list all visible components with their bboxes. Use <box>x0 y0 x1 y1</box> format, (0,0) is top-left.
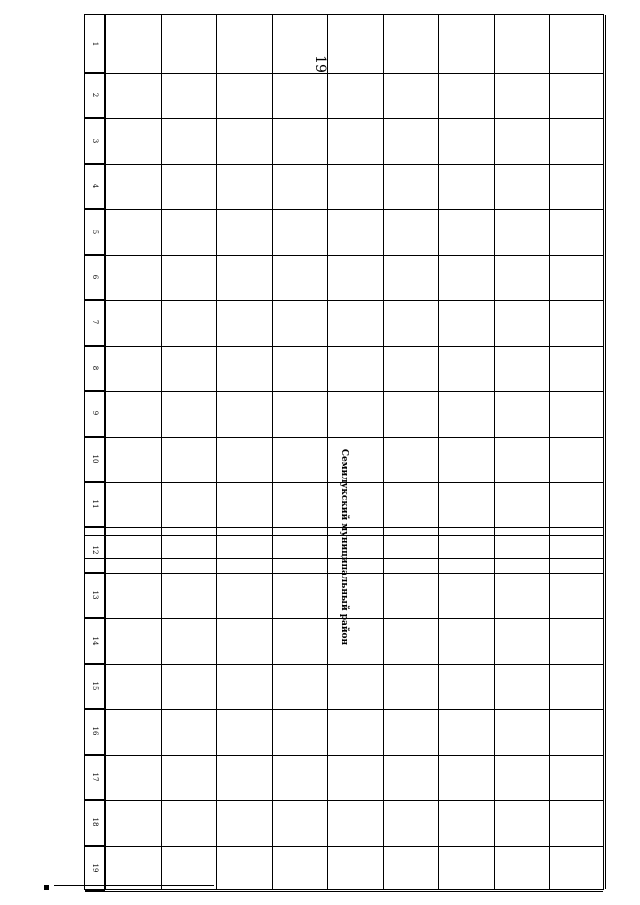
grid-line <box>85 573 603 574</box>
column-header <box>85 573 105 618</box>
column-header-label: 11 <box>90 499 99 509</box>
grid-line <box>85 846 603 847</box>
column-header-label: 15 <box>90 681 99 691</box>
grid-line <box>85 709 603 710</box>
grid-line <box>161 15 162 889</box>
column-header-label: 8 <box>90 365 99 371</box>
column-header-label: 18 <box>90 817 99 827</box>
column-header <box>85 482 105 527</box>
column-header <box>85 618 105 663</box>
grid-line <box>85 527 603 528</box>
column-header-label: 5 <box>90 229 99 234</box>
column-header <box>85 346 105 391</box>
grid-line <box>85 664 603 665</box>
column-header-label: 2 <box>90 92 99 98</box>
column-header-label: 7 <box>90 320 99 325</box>
grid-line <box>85 755 603 756</box>
column-header <box>85 391 105 436</box>
column-header-label: 9 <box>90 411 99 416</box>
column-header-label: 10 <box>90 454 99 464</box>
grid-line <box>494 15 495 889</box>
grid-line <box>85 255 603 256</box>
grid-line <box>85 618 603 619</box>
grid-line <box>549 15 550 889</box>
column-header-label: 13 <box>90 590 99 600</box>
grid-line <box>105 15 106 889</box>
grid-line <box>85 437 603 438</box>
grid-line <box>272 15 273 889</box>
column-header <box>85 709 105 754</box>
column-header-label: 1 <box>90 41 99 46</box>
page-number: 19 <box>312 55 328 73</box>
column-header-label: 14 <box>90 636 99 646</box>
grid-line <box>216 15 217 889</box>
column-header <box>85 800 105 845</box>
column-header-label: 16 <box>90 726 99 736</box>
column-header-label: 19 <box>90 863 99 873</box>
grid-line <box>327 15 328 889</box>
grid-line <box>85 164 603 165</box>
grid-line <box>85 73 603 74</box>
data-table <box>84 14 604 890</box>
grid-line <box>605 15 606 889</box>
column-header-label: 17 <box>90 772 99 782</box>
grid-line <box>85 118 603 119</box>
column-header <box>85 73 105 118</box>
column-header <box>85 755 105 800</box>
grid-line <box>85 891 603 892</box>
grid-line <box>85 800 603 801</box>
column-header-label: 6 <box>90 274 99 280</box>
column-header-label: 3 <box>90 138 99 143</box>
column-header <box>85 118 105 163</box>
column-header-label: 12 <box>90 545 99 555</box>
scan-mark <box>54 885 214 886</box>
grid-line <box>438 15 439 889</box>
scan-mark <box>44 885 49 890</box>
grid-line <box>85 482 603 483</box>
grid-line <box>85 346 603 347</box>
column-header <box>85 437 105 482</box>
grid-line <box>85 391 603 392</box>
grid-line <box>383 15 384 889</box>
column-header <box>85 300 105 345</box>
grid-line <box>85 300 603 301</box>
column-header <box>85 209 105 254</box>
section-title: Семилукский муниципальный район <box>339 448 349 646</box>
column-header <box>85 527 105 572</box>
column-header <box>85 255 105 300</box>
column-header <box>85 15 105 73</box>
column-header-label: 4 <box>90 183 99 189</box>
column-header <box>85 664 105 709</box>
grid-line <box>85 209 603 210</box>
column-header <box>85 164 105 209</box>
